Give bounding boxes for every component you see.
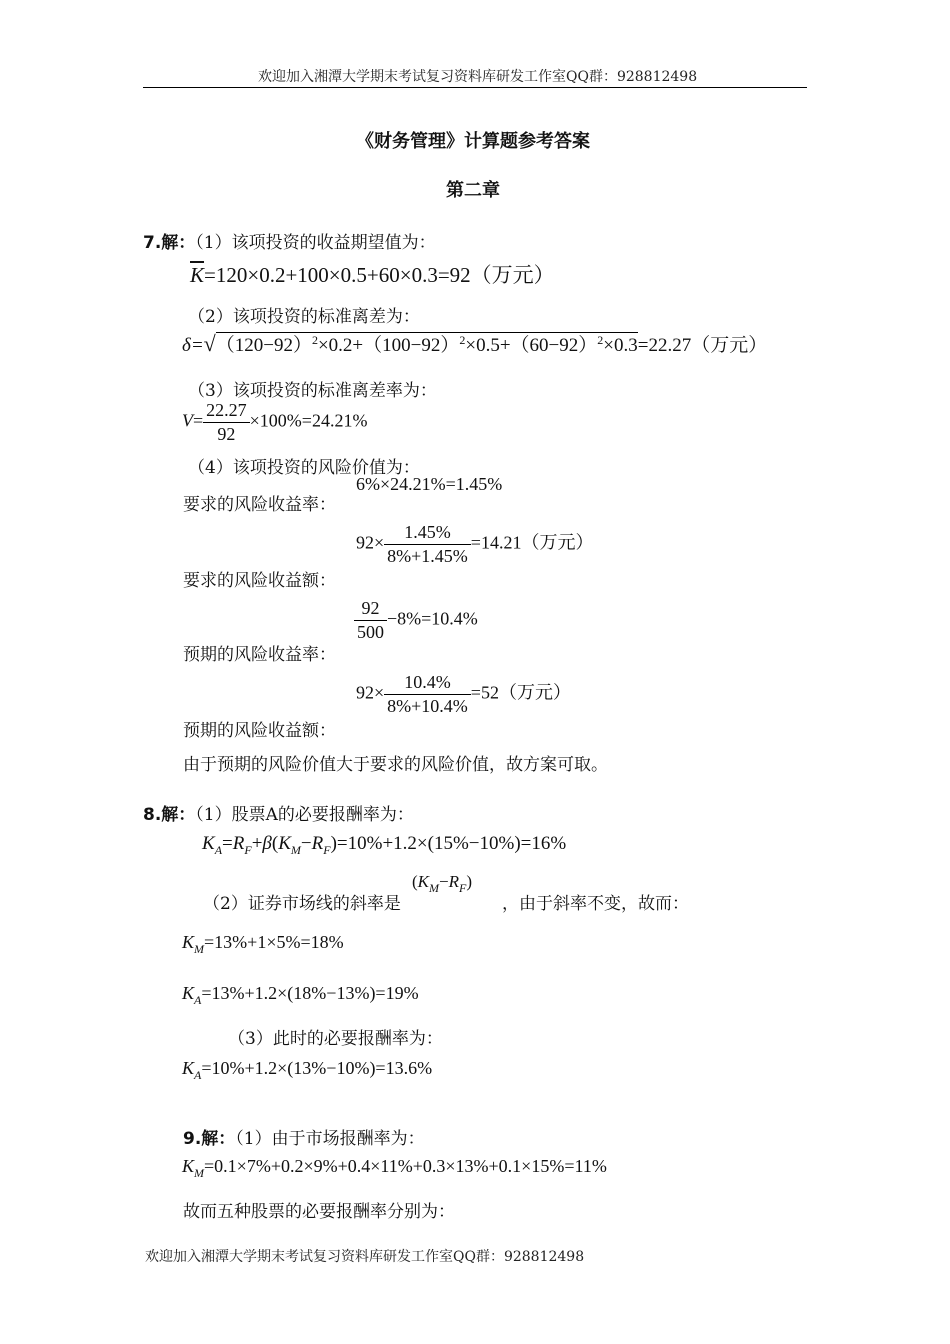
q8-f4-rhs: =10%+1.2×(13%−10%)=13.6% (201, 1058, 433, 1078)
required-rate-formula: 6%×24.21%=1.45% (356, 474, 503, 494)
q8-formula-1 (202, 833, 566, 858)
q7-line1 (143, 228, 436, 253)
q8-formula-2 (182, 932, 344, 957)
slope-km-sub: M (429, 881, 440, 895)
slope-minus: − (439, 872, 449, 891)
slope-expression (412, 872, 472, 896)
cv-fraction (203, 400, 250, 445)
q7-step2: （2）该项投资的标准离差为： (188, 307, 420, 327)
std-mult3: ×0.3 (603, 335, 638, 356)
slope-rf-sub: F (459, 881, 467, 895)
slope-rf: R (448, 872, 459, 891)
slope-open-paren: ( (412, 872, 418, 891)
q9-step1: （1）由于市场报酬率为： (235, 1129, 425, 1149)
rf-sub: F (244, 843, 252, 857)
std-lhs: δ= (182, 335, 204, 356)
ka-symbol: K (202, 833, 215, 854)
sqrt-icon: √ (203, 331, 216, 356)
std-mult2: ×0.5+ (465, 335, 511, 356)
q8-line1 (143, 800, 414, 825)
q7-formula-std (182, 330, 767, 357)
expected-amount-formula (356, 672, 571, 717)
req-amt-result: =14.21（万元） (470, 532, 594, 553)
required-rate-label: 要求的风险收益率： (183, 495, 336, 515)
expected-k-rhs: =120×0.2+100×0.5+60×0.3=92（万元） (204, 263, 555, 287)
std-result: =22.27（万元） (637, 335, 768, 356)
cv-denominator: 92 (217, 424, 236, 444)
q7-label: 7.解： (143, 233, 196, 253)
q8-step2-post: ，由于斜率不变，故而： (502, 894, 689, 914)
exp-rate-result: −8%=10.4% (387, 608, 478, 629)
km2-sub: M (194, 942, 205, 956)
eq-sign: = (222, 833, 233, 854)
ka4-symbol: K (182, 1058, 195, 1078)
expected-rate-formula (354, 598, 478, 643)
req-amt-numerator: 1.45% (384, 522, 471, 545)
cv-eq: = (193, 410, 204, 431)
open-paren: ( (271, 833, 279, 854)
chapter-heading: 第二章 (446, 180, 500, 201)
std-mult1: ×0.2+ (317, 335, 364, 356)
exp-rate-denominator: 500 (357, 622, 384, 642)
ka3-symbol: K (182, 983, 195, 1003)
exp-amt-result: =52（万元） (470, 682, 571, 703)
beta-symbol: β (262, 833, 272, 854)
std-term3: （60−92） (510, 335, 598, 356)
plus-sign: + (251, 833, 263, 854)
expected-rate-label: 预期的风险收益率： (183, 645, 336, 665)
rf-symbol: R (232, 833, 245, 854)
expected-k-symbol: $\overline{K}$ (190, 263, 205, 287)
req-amt-fraction (384, 522, 471, 567)
q7-step3: （3）该项投资的标准离差率为： (188, 381, 437, 401)
q8-f2-rhs: =13%+1×5%=18% (204, 932, 344, 952)
exp-rate-fraction (354, 598, 387, 643)
minus-sign: − (300, 833, 312, 854)
q7-step4: （4）该项投资的风险价值为： (188, 458, 420, 478)
q9-step2: 故而五种股票的必要报酬率分别为： (183, 1202, 455, 1222)
std-exp3: 2 (597, 333, 604, 347)
required-amount-formula (356, 522, 593, 567)
page-header: 欢迎加入湘潭大学期末考试复习资料库研发工作室QQ群：928812498 (258, 69, 698, 85)
slope-km: K (417, 872, 430, 891)
q8-label: 8.解： (143, 805, 196, 825)
q9-formula-1 (182, 1156, 607, 1181)
q7-step1: （1）该项投资的收益期望值为： (195, 233, 436, 253)
page-footer: 欢迎加入湘潭大学期末考试复习资料库研发工作室QQ群：928812498 (145, 1249, 585, 1265)
required-amount-label: 要求的风险收益额： (183, 571, 336, 591)
exp-amt-denominator: 8%+10.4% (387, 696, 468, 716)
q8-f1-result: =10%+1.2×(15%−10%)=16% (336, 833, 567, 854)
q7-formula-expected (190, 259, 555, 289)
ka-sub: A (214, 843, 223, 857)
q8-step3: （3）此时的必要报酬率为： (228, 1029, 443, 1049)
km-sub: M (290, 843, 301, 857)
q9-f1-rhs: =0.1×7%+0.2×9%+0.4×11%+0.3×13%+0.1×15%=11% (204, 1156, 607, 1176)
q7-conclusion: 由于预期的风险价值大于要求的风险价值，故方案可取。 (183, 755, 608, 775)
close-paren: ) (330, 833, 337, 854)
km9-symbol: K (182, 1156, 195, 1176)
q9-line1 (183, 1124, 425, 1149)
req-amt-denominator: 8%+1.45% (387, 546, 468, 566)
q7-formula-cv (182, 400, 367, 445)
rf-symbol-2: R (311, 833, 324, 854)
exp-amt-pre: 92× (356, 682, 385, 703)
sqrt-body (216, 332, 638, 356)
cv-numerator: 22.27 (203, 400, 250, 423)
header-rule (143, 87, 807, 88)
ka3-sub: A (194, 993, 202, 1007)
exp-amt-fraction (384, 672, 471, 717)
document-title: 《财务管理》计算题参考答案 (356, 131, 590, 152)
km9-sub: M (194, 1166, 205, 1180)
q8-step2-pre: （2）证券市场线的斜率是 (203, 894, 401, 914)
q8-step1: （1）股票A的必要报酬率为： (195, 805, 414, 825)
rf-sub-2: F (323, 843, 331, 857)
km-symbol: K (278, 833, 291, 854)
exp-amt-numerator: 10.4% (384, 672, 471, 695)
expected-amount-label: 预期的风险收益额： (183, 721, 336, 741)
km2-symbol: K (182, 932, 195, 952)
cv-rhs: ×100%=24.21% (249, 410, 368, 431)
q8-formula-4 (182, 1058, 432, 1083)
cv-lhs: V (182, 410, 193, 431)
std-exp1: 2 (311, 333, 318, 347)
exp-rate-numerator: 92 (354, 598, 387, 621)
std-term1: （120−92） (215, 335, 312, 356)
q8-formula-3 (182, 983, 419, 1008)
std-exp2: 2 (459, 333, 466, 347)
req-amt-pre: 92× (356, 532, 385, 553)
q8-f3-rhs: =13%+1.2×(18%−13%)=19% (201, 983, 419, 1003)
ka4-sub: A (194, 1068, 202, 1082)
std-term2: （100−92） (363, 335, 460, 356)
q9-label: 9.解： (183, 1129, 236, 1149)
slope-close-paren: ) (466, 872, 473, 891)
